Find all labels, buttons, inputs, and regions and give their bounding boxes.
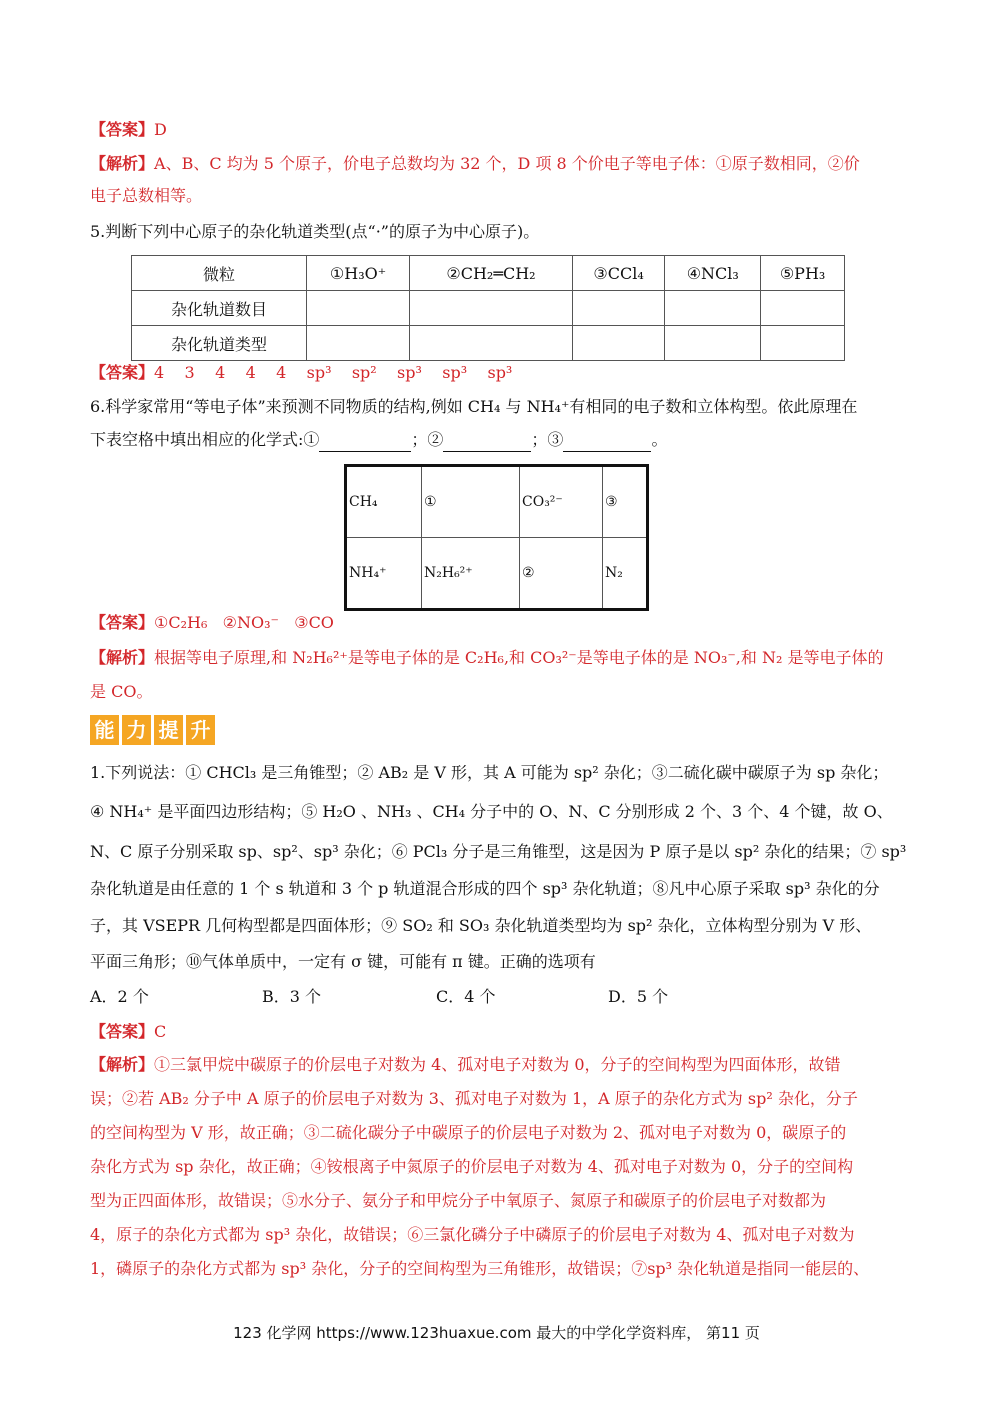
q6-answer-line xyxy=(90,611,920,635)
table-row xyxy=(132,256,845,291)
table-cell xyxy=(572,326,665,361)
table-row xyxy=(132,291,845,326)
table-cell: ① xyxy=(422,466,520,538)
option-a: A．2 个 xyxy=(90,987,149,1006)
answer-label: 【答案】 xyxy=(90,1022,155,1041)
q5-answer-line xyxy=(90,361,920,385)
table-header-cell: ⑤PH₃ xyxy=(761,256,845,291)
analysis-label: 【解析】 xyxy=(90,648,155,667)
answer-value: ①C₂H₆ ②NO₃⁻ ③CO xyxy=(154,613,334,632)
table-header-cell: ①H₃O⁺ xyxy=(306,256,409,291)
banner-char: 力 xyxy=(122,715,151,745)
table-cell xyxy=(410,291,573,326)
table-row xyxy=(132,326,845,361)
q6-stem-text: 下表空格中填出相应的化学式:① xyxy=(90,430,320,449)
table-cell: CH₄ xyxy=(346,466,422,538)
q5-table xyxy=(131,255,845,361)
p1-analysis-line-1 xyxy=(90,1053,920,1077)
table-row-label: 杂化轨道类型 xyxy=(132,326,307,361)
fill-blank-1[interactable] xyxy=(319,433,411,452)
table-cell: NH₄⁺ xyxy=(346,538,422,610)
table-cell: N₂H₆²⁺ xyxy=(422,538,520,610)
table-cell: ② xyxy=(520,538,603,610)
p1-stem-line-6: 平面三角形；⑩气体单质中，一定有 σ 键，可能有 π 键。正确的选项有 xyxy=(90,952,596,971)
analysis-text: 根据等电子原理,和 N₂H₆²⁺是等电子体的是 C₂H₆,和 CO₃²⁻是等电子体的是 NO₃⁻,和 N₂ 是等电子体的 xyxy=(154,648,884,667)
table-cell: ③ xyxy=(603,466,648,538)
q6-analysis-line-1 xyxy=(90,646,920,670)
p1-analysis-line-3: 的空间构型为 V 形，故正确；③二硫化碳分子中碳原子的价层电子对数为 2、孤对电子对数为 0，碳原子的 xyxy=(90,1123,847,1142)
table-cell xyxy=(306,291,409,326)
option-d: D．5 个 xyxy=(608,987,669,1006)
p1-stem-line-2: ④ NH₄⁺ 是平面四边形结构；⑤ H₂O 、NH₃ 、CH₄ 分子中的 O、N、C 分别形成 2 个、3 个、4 个键，故 O、 xyxy=(90,802,893,821)
table-row xyxy=(346,538,648,610)
answer-value: C xyxy=(154,1022,167,1041)
q6-stem-line-1: 6.科学家常用“等电子体”来预测不同物质的结构,例如 CH₄ 与 NH₄⁺有相同的电子数和立体构型。依此原理在 xyxy=(90,397,858,416)
p1-stem-line-5: 子，其 VSEPR 几何构型都是四面体形；⑨ SO₂ 和 SO₃ 杂化轨道类型均为 sp² 杂化，立体构型分别为 V 形、 xyxy=(90,916,872,935)
answer-label: 【答案】 xyxy=(90,363,155,382)
p1-analysis-line-4: 杂化方式为 sp 杂化，故正确；④铵根离子中氮原子的价层电子对数为 4、孤对电子对数为 0，分子的空间构 xyxy=(90,1157,854,1176)
p1-analysis-line-2: 误；②若 AB₂ 分子中 A 原子的价层电子对数为 3、孤对电子对数为 1，A 原子的杂化方式为 sp² 杂化，分子 xyxy=(90,1089,858,1108)
page-footer: 123 化学网 https://www.123huaxue.com 最大的中学化学资料库， 第11 页 xyxy=(233,1324,760,1342)
table-header-cell: ③CCl₄ xyxy=(572,256,665,291)
analysis-text: ①三氯甲烷中碳原子的价层电子对数为 4、孤对电子对数为 0，分子的空间构型为四面体形，故错 xyxy=(154,1055,841,1074)
option-c: C．4 个 xyxy=(436,987,496,1006)
p1-stem-line-4: 杂化轨道是由任意的 1 个 s 轨道和 3 个 p 轨道混合形成的四个 sp³ 杂化轨道；⑧凡中心原子采取 sp³ 杂化的分 xyxy=(90,879,880,898)
p1-analysis-line-7: 1，磷原子的杂化方式都为 sp³ 杂化，分子的空间构型为三角锥形，故错误；⑦sp³ 杂化轨道是指同一能层的、 xyxy=(90,1259,870,1278)
analysis-text: A、B、C 均为 5 个原子，价电子总数均为 32 个，D 项 8 个价电子等电子体：①原子数相同，②价 xyxy=(154,154,860,173)
table-cell xyxy=(761,291,845,326)
table-row xyxy=(346,466,648,538)
table-cell xyxy=(665,291,761,326)
p1-stem-line-3: N、C 原子分别采取 sp、sp²、sp³ 杂化；⑥ PCl₃ 分子是三角锥型，这是因为 P 原子是以 sp² 杂化的结果；⑦ sp³ xyxy=(90,842,907,861)
q6-stem-text: ；② xyxy=(411,430,444,449)
fill-blank-2[interactable] xyxy=(443,433,531,452)
q6-stem-text: ；③ xyxy=(531,430,564,449)
table-cell xyxy=(665,326,761,361)
q4-answer-line xyxy=(90,118,920,142)
table-header-cell: ④NCl₃ xyxy=(665,256,761,291)
answer-value: 4 3 4 4 4 sp³ sp² sp³ sp³ sp³ xyxy=(154,363,513,382)
table-cell xyxy=(572,291,665,326)
p1-analysis-line-6: 4，原子的杂化方式都为 sp³ 杂化，故错误；⑥三氯化磷分子中磷原子的价层电子对数为 4、孤对电子对数为 xyxy=(90,1225,855,1244)
analysis-label: 【解析】 xyxy=(90,154,155,173)
q6-table xyxy=(344,464,649,611)
answer-label: 【答案】 xyxy=(90,120,155,139)
banner-char: 能 xyxy=(90,715,119,745)
p1-stem-line-1: 1.下列说法：① CHCl₃ 是三角锥型；② AB₂ 是 V 形，其 A 可能为 sp² 杂化；③二硫化碳中碳原子为 sp 杂化； xyxy=(90,763,889,782)
answer-label: 【答案】 xyxy=(90,613,155,632)
table-row-label: 杂化轨道数目 xyxy=(132,291,307,326)
p1-answer-line xyxy=(90,1020,920,1044)
table-cell xyxy=(306,326,409,361)
q6-stem-line-2 xyxy=(90,428,920,452)
q4-analysis-line-2: 电子总数相等。 xyxy=(90,186,203,205)
fill-blank-3[interactable] xyxy=(563,433,651,452)
answer-value: D xyxy=(154,120,167,139)
q4-analysis-line-1 xyxy=(90,152,920,176)
section-banner xyxy=(90,715,215,745)
table-cell: CO₃²⁻ xyxy=(520,466,603,538)
table-header-cell: 微粒 xyxy=(132,256,307,291)
banner-char: 提 xyxy=(154,715,183,745)
p1-analysis-line-5: 型为正四面体形，故错误；⑤水分子、氨分子和甲烷分子中氧原子、氮原子和碳原子的价层电子对数都为 xyxy=(90,1191,827,1210)
banner-char: 升 xyxy=(186,715,215,745)
table-cell xyxy=(410,326,573,361)
q6-stem-text: 。 xyxy=(651,430,668,449)
table-cell xyxy=(761,326,845,361)
analysis-label: 【解析】 xyxy=(90,1055,155,1074)
table-cell: N₂ xyxy=(603,538,648,610)
q5-stem: 5.判断下列中心原子的杂化轨道类型(点“·”的原子为中心原子)。 xyxy=(90,222,540,241)
option-b: B．3 个 xyxy=(262,987,322,1006)
table-header-cell: ②CH₂═CH₂ xyxy=(410,256,573,291)
q6-analysis-line-2: 是 CO。 xyxy=(90,682,153,701)
